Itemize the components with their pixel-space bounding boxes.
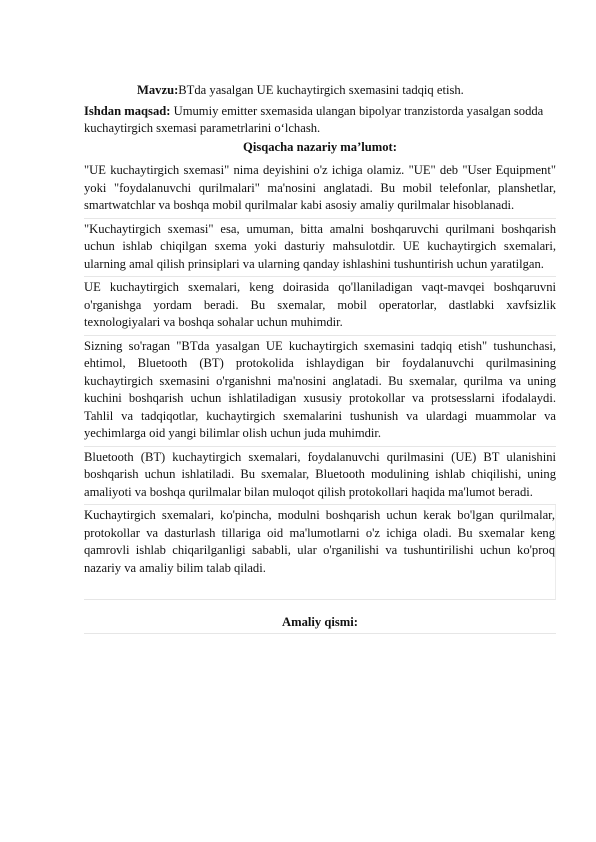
goal-label: Ishdan maqsad:: [84, 104, 171, 118]
goal-line: [84, 103, 556, 137]
goal-text: Umumiy emitter sxemasida ulangan bipolyar tranzistorda yasalgan sodda kuchaytirgich sxemasi parametrlarini o‘lchash.: [84, 104, 544, 135]
theory-title: Qisqacha nazariy ma’lumot:: [243, 140, 397, 154]
paragraph-bluetooth-schemes: Bluetooth (BT) kuchaytirgich sxemalari, foydalanuvchi qurilmasini (UE) BT ulanishini boshqarish uchun ishlatiladi. Bu sxemalar, Bluetooth modulining ishlab chiqilishi, uning amaliyoti va boshqa qurilmalar bilan muloqot qilish protokollari haqida ma'lumot beradi.: [84, 447, 556, 506]
topic-line: [137, 82, 556, 99]
paragraph-bt-research: Sizning so'ragan "BTda yasalgan UE kuchaytirgich sxemasini tadqiq etish" tushunchasi, ehtimol, Bluetooth (BT) protokolida ishlaydigan bir foydalanuvchi qurilmasining kuchaytirgich sxemasini o'rganishni ma'nosini anglatadi. Bu sxemalar, qurilma va uning kuchini boshqarish uchun ishlatiladigan xususiy protokollar va protsesslarni ifodalaydi. Tahlil va tadqiqotlar, kuchaytirgich sxemalarini tushunish va ulardagi muammolar va yechimlarga oid yangi bilimlar olish uchun juda muhimdir.: [84, 336, 556, 447]
practical-title: Amaliy qismi:: [84, 614, 556, 634]
document-page: [84, 72, 556, 634]
paragraph-ue-definition: "UE kuchaytirgich sxemasi" nima deyishini o'z ichiga olamiz. "UE" deb "User Equipment" yoki "foydalanuvchi qurilmalari" ma'nosini anglatadi. Bu mobil telefonlar, planshetlar, smartwatchlar va boshqa mobil qurilmalar kabi asosiy amaliy qurilmalar hisoblanadi.: [84, 160, 556, 219]
paragraph-amplifier-modules: Kuchaytirgich sxemalari, ko'pincha, modulni boshqarish uchun kerak bo'lgan qurilmalar, protokollar va dasturlash tillariga oid ma'lumotlarni o'z ichiga oladi. Bu sxemalar keng qamrovli ishlab chiqarilganligi sababli, ular o'rganilishi va tushuntirilishi uchun ko'proq nazariy va amaliy bilim talab qiladi.: [84, 505, 556, 600]
paragraph-ue-schemes: UE kuchaytirgich sxemalari, keng doirasida qo'llaniladigan vaqt-mavqei boshqaruvni o'rganishga yordam beradi. Bu sxemalar, mobil operatorlar, dastlabki xavfsizlik texnologiyalari va boshqa sohalar uchun muhimdir.: [84, 277, 556, 336]
paragraph-amplifier-definition: "Kuchaytirgich sxemasi" esa, umuman, bitta amalni boshqaruvchi qurilmani boshqarish uchun ishlab chiqilgan sxema yoki dasturiy mahsulotdir. UE kuchaytirgich sxemalari, ularning amal qilish prinsiplari va ularning qanday ishlashini tushuntirish uchun yaratilgan.: [84, 219, 556, 278]
topic-text: BTda yasalgan UE kuchaytirgich sxemasini tadqiq etish.: [178, 83, 464, 97]
topic-label: Mavzu:: [137, 83, 179, 97]
